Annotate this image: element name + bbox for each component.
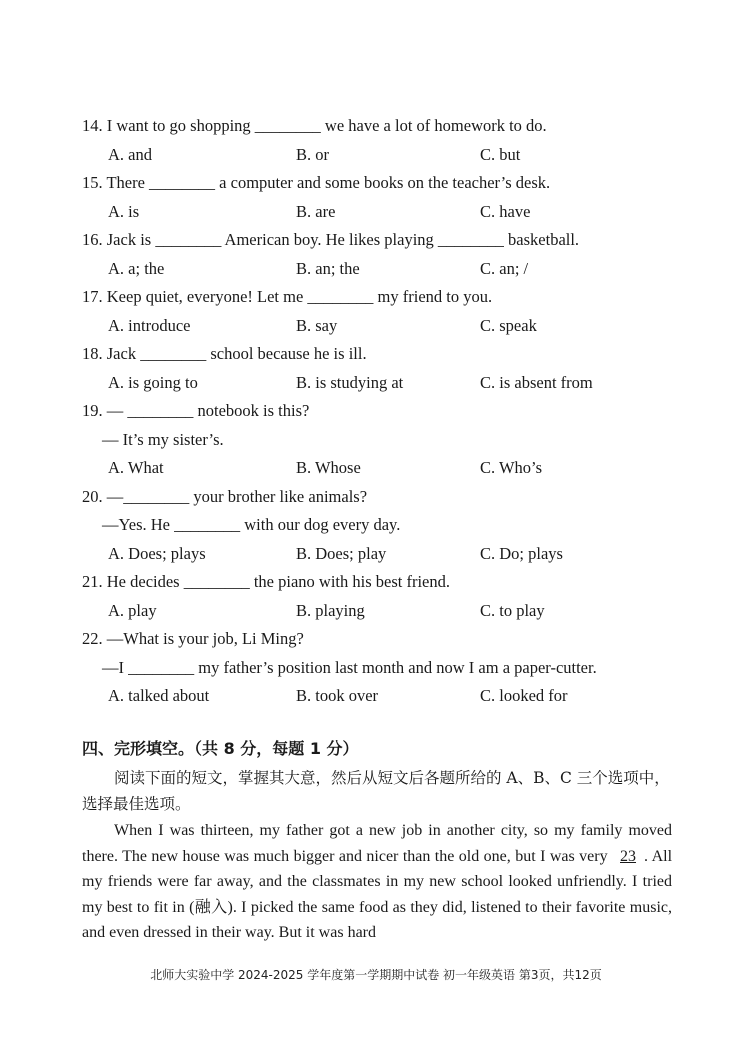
option-a: A. introduce xyxy=(108,315,191,335)
option-c: C. to play xyxy=(480,600,545,620)
question-item xyxy=(82,283,682,340)
option-b: B. Whose xyxy=(296,458,361,477)
option-b: B. took over xyxy=(296,686,379,705)
option-c: C. speak xyxy=(480,315,537,335)
option-a: A. play xyxy=(108,600,157,620)
option-c: C. Do; plays xyxy=(480,543,563,563)
question-options xyxy=(82,682,682,711)
question-stem: 17. Keep quiet, everyone! Let me ________ my friend to you. xyxy=(82,287,493,306)
cloze-passage xyxy=(82,818,672,946)
option-b: B. are xyxy=(296,201,336,221)
option-c: C. have xyxy=(480,201,531,221)
question-dialogue-line: — It’s my sister’s. xyxy=(102,429,224,449)
question-item xyxy=(82,483,682,569)
question-stem: 19. — ________ notebook is this? xyxy=(82,401,310,420)
question-options xyxy=(82,141,682,170)
question-options xyxy=(82,312,682,341)
option-a: A. and xyxy=(108,144,152,164)
option-b: B. playing xyxy=(296,600,365,620)
question-stem: 15. There ________ a computer and some books on the teacher’s desk. xyxy=(82,173,551,192)
passage-text-before: When I was thirteen, my father got a new job in another city, so my family moved there. The new house was much bigger and nicer than the old one, but I was very xyxy=(82,822,672,865)
option-c: C. looked for xyxy=(480,686,568,705)
option-a: A. Does; plays xyxy=(108,543,206,563)
question-options xyxy=(82,198,682,227)
option-b: B. is studying at xyxy=(296,372,404,392)
option-a: A. What xyxy=(108,458,164,477)
question-item xyxy=(82,568,682,625)
question-options xyxy=(82,369,682,398)
option-a: A. talked about xyxy=(108,686,210,705)
question-stem: 18. Jack ________ school because he is ill. xyxy=(82,344,367,363)
question-item xyxy=(82,226,682,283)
question-item xyxy=(82,625,682,711)
page-footer: 北师大实验中学 2024-2025 学年度第一学期期中试卷 初一年级英语 第3页，共12页 xyxy=(150,968,602,982)
question-options xyxy=(82,540,682,569)
question-stem: 14. I want to go shopping ________ we have a lot of homework to do. xyxy=(82,116,547,135)
option-c: C. an; / xyxy=(480,258,529,278)
question-options xyxy=(82,255,682,284)
question-stem: 21. He decides ________ the piano with his best friend. xyxy=(82,572,450,591)
option-c: C. is absent from xyxy=(480,372,593,392)
option-b: B. say xyxy=(296,315,338,335)
question-item xyxy=(82,112,682,169)
option-a: A. a; the xyxy=(108,258,165,278)
section-title: 四、完形填空。（共 8 分，每题 1 分） xyxy=(82,739,359,758)
option-c: C. Who’s xyxy=(480,458,543,477)
option-b: B. Does; play xyxy=(296,543,387,563)
option-a: A. is xyxy=(108,201,140,221)
section-instruction: 阅读下面的短文，掌握其大意，然后从短文后各题所给的 A、B、C 三个选项中，选择最佳选项。 xyxy=(82,769,670,813)
question-item xyxy=(82,340,682,397)
question-dialogue-line: —I ________ my father’s position last month and now I am a paper-cutter. xyxy=(102,657,597,677)
cloze-section xyxy=(82,735,672,946)
question-stem: 22. —What is your job, Li Ming? xyxy=(82,629,304,648)
passage-text-after: . All my friends were far away, and the classmates in my new school looked unfriendly. I tried my best to fit in (融入). I picked the same food as they did, listened to their favorite music, and even dressed in their way. But it was hard xyxy=(82,847,673,941)
question-item xyxy=(82,397,682,483)
question-options xyxy=(82,597,682,626)
option-a: A. is going to xyxy=(108,372,198,392)
option-b: B. or xyxy=(296,144,329,164)
option-b: B. an; the xyxy=(296,258,360,278)
question-options xyxy=(82,454,682,483)
question-dialogue-line: —Yes. He ________ with our dog every day. xyxy=(102,515,401,534)
question-stem: 16. Jack is ________ American boy. He likes playing ________ basketball. xyxy=(82,230,580,249)
question-list xyxy=(82,112,682,711)
question-stem: 20. —________ your brother like animals? xyxy=(82,486,368,506)
option-c: C. but xyxy=(480,144,521,164)
blank-23: 23 xyxy=(620,847,637,865)
question-item xyxy=(82,169,682,226)
